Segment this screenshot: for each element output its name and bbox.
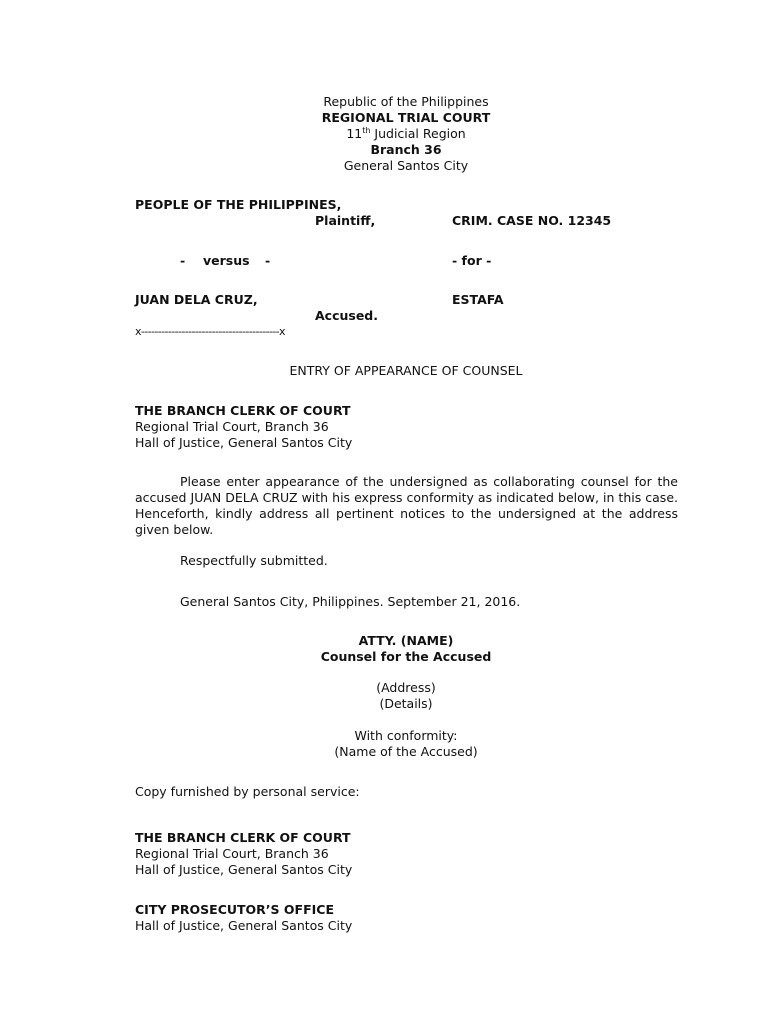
- counsel-name: ATTY. (NAME): [358, 633, 454, 648]
- case-number: CRIM. CASE NO. 12345: [452, 213, 612, 228]
- respectfully-submitted: Respectfully submitted.: [180, 553, 328, 568]
- recipient1-line2: Hall of Justice, General Santos City: [135, 862, 353, 877]
- versus-label: versus: [203, 253, 250, 268]
- conformity-label: With conformity:: [354, 728, 458, 743]
- plaintiff-name: PEOPLE OF THE PHILIPPINES,: [135, 197, 342, 212]
- addressee-line2: Hall of Justice, General Santos City: [135, 435, 353, 450]
- court-name: REGIONAL TRIAL COURT: [321, 110, 491, 125]
- body-paragraph: [135, 474, 678, 538]
- region-number: 11: [346, 126, 363, 141]
- addressee-name: THE BRANCH CLERK OF COURT: [135, 403, 351, 418]
- republic-line: Republic of the Philippines: [323, 94, 489, 109]
- conformity-name: (Name of the Accused): [334, 744, 478, 759]
- offense: ESTAFA: [452, 292, 504, 307]
- for-label: - for -: [452, 253, 492, 268]
- place-and-date: General Santos City, Philippines. September 21, 2016.: [180, 594, 521, 609]
- city-line: General Santos City: [343, 158, 469, 173]
- branch-line: Branch 36: [370, 142, 442, 157]
- versus-dash-right: -: [265, 253, 271, 268]
- document-title: ENTRY OF APPEARANCE OF COUNSEL: [289, 363, 523, 378]
- counsel-address: (Address): [376, 680, 436, 695]
- copy-furnished-label: Copy furnished by personal service:: [135, 784, 360, 799]
- counsel-title: Counsel for the Accused: [320, 649, 492, 664]
- caption-separator: x-----------------------------------------x: [135, 325, 285, 338]
- addressee-line1: Regional Trial Court, Branch 36: [135, 419, 329, 434]
- body-paragraph-text: Please enter appearance of the undersigned as collaborating counsel for the accused JUAN DELA CRUZ with his express conformity as indicated below, in this case. Henceforth, kindly address all pertinent notices to the undersigned at the address given below.: [135, 474, 678, 537]
- recipient2-name: CITY PROSECUTOR’S OFFICE: [135, 902, 334, 917]
- versus-dash-left: -: [180, 253, 186, 268]
- accused-name: JUAN DELA CRUZ,: [135, 292, 258, 307]
- region-text: Judicial Region: [370, 126, 466, 141]
- recipient1-line1: Regional Trial Court, Branch 36: [135, 846, 329, 861]
- plaintiff-label: Plaintiff,: [315, 213, 376, 228]
- judicial-region: [0, 126, 768, 142]
- region-ordinal: th: [362, 125, 371, 135]
- recipient2-line1: Hall of Justice, General Santos City: [135, 918, 353, 933]
- counsel-details: (Details): [379, 696, 433, 711]
- recipient1-name: THE BRANCH CLERK OF COURT: [135, 830, 351, 845]
- accused-label: Accused.: [315, 308, 379, 323]
